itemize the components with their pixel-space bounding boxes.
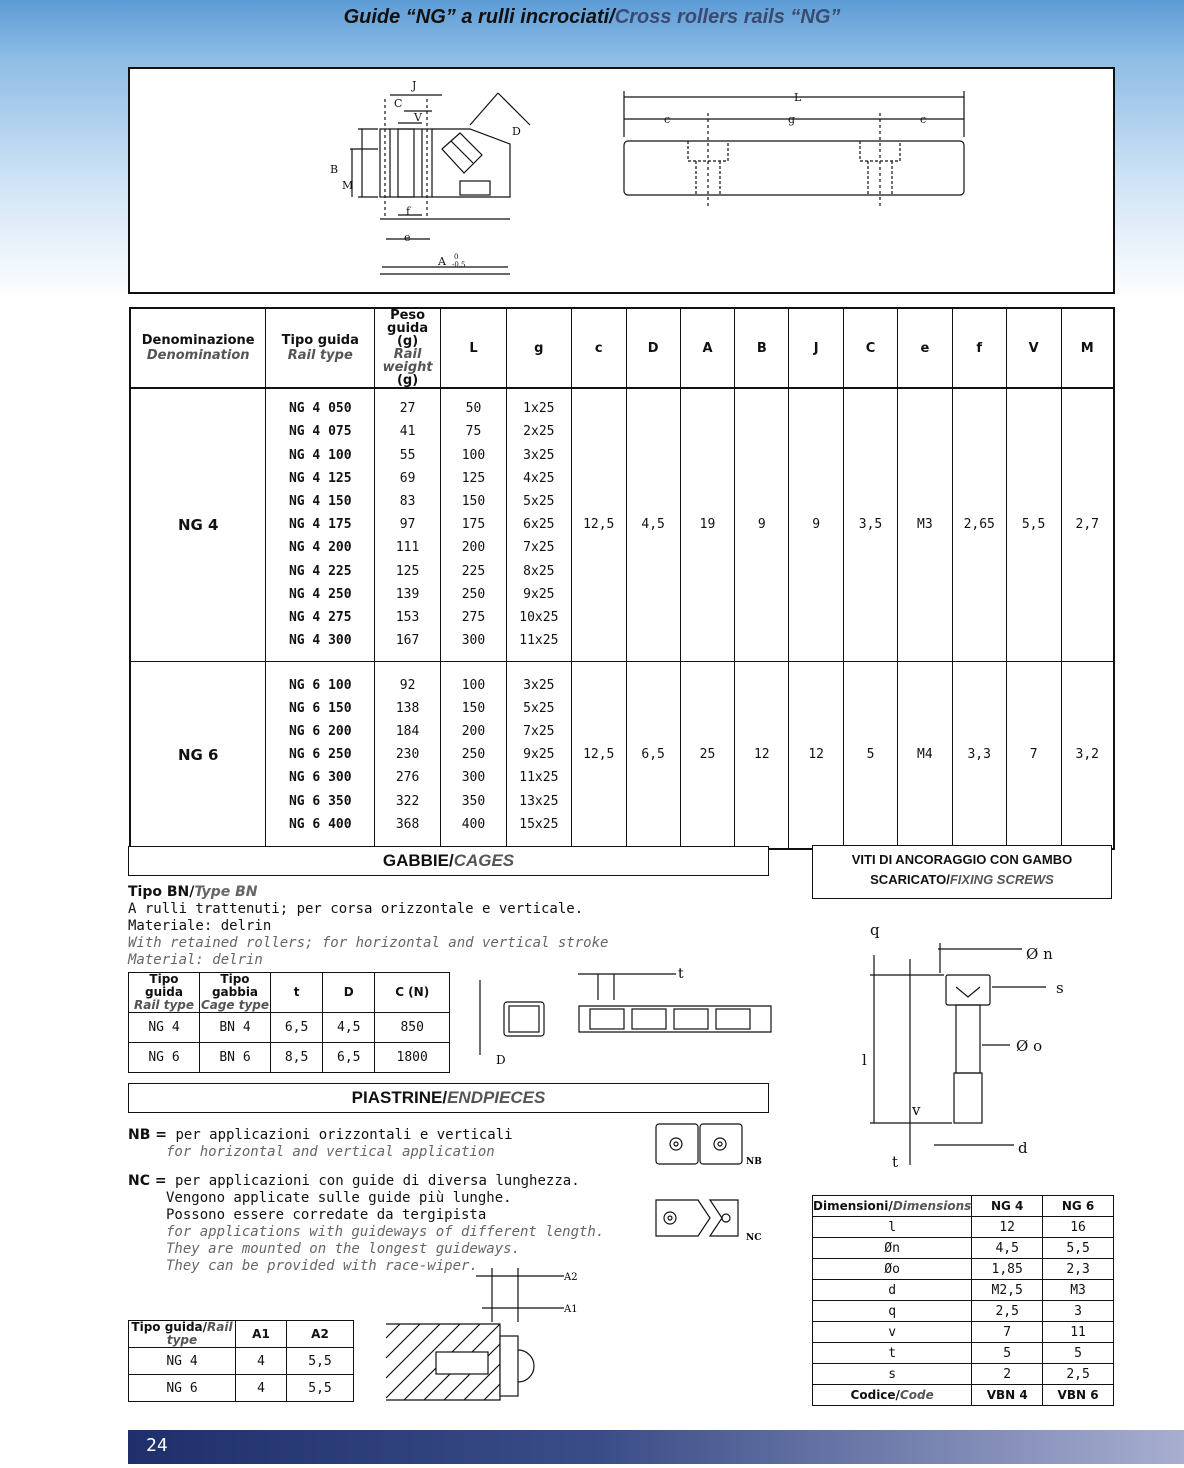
code-ng4: VBN 4 bbox=[972, 1385, 1043, 1406]
list-item: 92 bbox=[399, 677, 416, 693]
header-weight-en: Rail weight bbox=[382, 347, 433, 375]
list-item: 200 bbox=[461, 723, 486, 739]
list-item: 175 bbox=[461, 517, 486, 533]
cell: q bbox=[813, 1301, 972, 1322]
cell: d bbox=[813, 1280, 972, 1301]
val-e: M4 bbox=[897, 661, 952, 849]
list-item: NG 6 150 bbox=[288, 700, 352, 716]
list-item: 4x25 bbox=[523, 470, 555, 486]
screws-table bbox=[812, 1195, 1114, 1406]
list-item: NG 4 075 bbox=[288, 424, 352, 440]
list-item: 50 bbox=[465, 401, 482, 417]
screws-section-bar bbox=[812, 845, 1112, 899]
screws-h-dim bbox=[813, 1196, 972, 1217]
header-v: V bbox=[1006, 308, 1061, 388]
col-types bbox=[266, 661, 375, 849]
list-item: 9x25 bbox=[523, 586, 555, 602]
cages-h-cage-en: Cage type bbox=[200, 998, 270, 1012]
cell: 4,5 bbox=[972, 1238, 1043, 1259]
ep-h-rail-en: Rail type bbox=[166, 1320, 233, 1347]
list-item: NG 6 300 bbox=[288, 770, 352, 786]
endpieces-bar-en: ENDPIECES bbox=[447, 1088, 546, 1107]
table-row bbox=[129, 1348, 354, 1375]
col-weights bbox=[375, 661, 441, 849]
header-type-en: Rail type bbox=[287, 348, 353, 363]
header-weight-en-unit: (g) bbox=[396, 373, 419, 388]
table-row bbox=[813, 1259, 1114, 1280]
endpieces-nc-text bbox=[128, 1173, 648, 1275]
list-item: NG 6 350 bbox=[288, 793, 352, 809]
label-e: e bbox=[404, 231, 411, 244]
cell: t bbox=[813, 1343, 972, 1364]
nc-en1: for applications with guideways of different length. bbox=[166, 1224, 605, 1240]
list-item: 41 bbox=[399, 424, 416, 440]
code-row bbox=[813, 1385, 1114, 1406]
label-a-tol-upper: 0 bbox=[454, 253, 459, 261]
list-item: 3x25 bbox=[523, 447, 555, 463]
fig-label-q: q bbox=[870, 921, 880, 939]
cages-line1: A rulli trattenuti; per corsa orizzontale e verticale. bbox=[128, 901, 584, 917]
cell: 16 bbox=[1043, 1217, 1114, 1238]
label-v: V bbox=[414, 111, 422, 124]
header-type-it: Tipo guida bbox=[281, 333, 359, 348]
screw-drawing bbox=[850, 915, 1090, 1175]
label-a1: A1 bbox=[564, 1304, 578, 1315]
fig-label-o: Ø o bbox=[1016, 1037, 1043, 1055]
list-item: 230 bbox=[395, 747, 420, 763]
table-row bbox=[129, 1043, 450, 1073]
title-italian: Guide “NG” a rulli incrociati/ bbox=[343, 6, 615, 28]
header-c-lower: c bbox=[571, 308, 626, 388]
table-row bbox=[813, 1301, 1114, 1322]
list-item: 13x25 bbox=[519, 793, 559, 809]
rail-cross-section-drawing bbox=[130, 69, 1113, 292]
group-row-ng4 bbox=[130, 388, 1114, 661]
cell: NG 6 bbox=[129, 1375, 236, 1402]
cages-h-d: D bbox=[323, 973, 375, 1013]
cell: 2 bbox=[972, 1364, 1043, 1385]
cages-h-t: t bbox=[271, 973, 323, 1013]
label-c: C bbox=[394, 97, 403, 110]
page-number: 24 bbox=[146, 1435, 168, 1456]
cell: v bbox=[813, 1322, 972, 1343]
table-row bbox=[813, 1343, 1114, 1364]
val-v: 7 bbox=[1006, 661, 1061, 849]
table-row bbox=[129, 1375, 354, 1402]
cell: NG 4 bbox=[129, 1013, 200, 1043]
header-weight-unit: (g) bbox=[396, 334, 419, 349]
list-item: 9x25 bbox=[523, 747, 555, 763]
list-item: 184 bbox=[395, 723, 420, 739]
cage-type-it: Tipo BN/ bbox=[128, 884, 195, 900]
cages-h-cage-it: Tipo gabbia bbox=[211, 972, 259, 999]
cell: 2,5 bbox=[1043, 1364, 1114, 1385]
table-row bbox=[813, 1364, 1114, 1385]
page-footer bbox=[128, 1430, 1184, 1464]
list-item: 97 bbox=[399, 517, 416, 533]
val-m: 3,2 bbox=[1061, 661, 1114, 849]
val-c-lower: 12,5 bbox=[571, 388, 626, 661]
cell: 7 bbox=[972, 1322, 1043, 1343]
list-item: 139 bbox=[395, 586, 420, 602]
code-it: Codice/ bbox=[850, 1387, 900, 1402]
fig-label-d: D bbox=[496, 1053, 506, 1067]
l-list bbox=[441, 668, 506, 842]
header-m: M bbox=[1061, 308, 1114, 388]
table-row bbox=[813, 1238, 1114, 1259]
val-d: 4,5 bbox=[626, 388, 680, 661]
nc-it2: Vengono applicate sulle guide più lunghe. bbox=[166, 1190, 512, 1206]
val-b: 12 bbox=[735, 661, 789, 849]
header-denomination bbox=[130, 308, 266, 388]
list-item: 138 bbox=[395, 700, 420, 716]
label-c-right: c bbox=[920, 113, 927, 126]
val-c-upper: 5 bbox=[844, 661, 898, 849]
screws-bar-en: FIXING SCREWS bbox=[949, 872, 1054, 887]
val-c-upper: 3,5 bbox=[844, 388, 898, 661]
list-item: 150 bbox=[461, 700, 486, 716]
col-l bbox=[441, 661, 507, 849]
screws-bar-line1: VITI DI ANCORAGGIO CON GAMBO bbox=[851, 852, 1073, 867]
col-g bbox=[506, 388, 571, 661]
nb-tag: NB bbox=[746, 1157, 762, 1167]
list-item: 100 bbox=[461, 447, 486, 463]
weights-list bbox=[375, 391, 440, 658]
l-list bbox=[441, 391, 506, 658]
list-item: 275 bbox=[461, 609, 486, 625]
list-item: NG 4 275 bbox=[288, 609, 352, 625]
val-b: 9 bbox=[735, 388, 789, 661]
label-d: D bbox=[512, 125, 521, 138]
cell: Øo bbox=[813, 1259, 972, 1280]
val-a: 19 bbox=[680, 388, 735, 661]
list-item: 69 bbox=[399, 470, 416, 486]
title-english: Cross rollers rails “NG” bbox=[614, 6, 841, 28]
cell: NG 4 bbox=[129, 1348, 236, 1375]
cages-h-rail-it: Tipo guida bbox=[145, 972, 183, 999]
list-item: 27 bbox=[399, 401, 416, 417]
cell: 5,5 bbox=[287, 1348, 354, 1375]
cages-h-rail bbox=[129, 973, 200, 1013]
nc-en3: They can be provided with race-wiper. bbox=[166, 1258, 478, 1274]
label-b: B bbox=[330, 163, 339, 176]
header-j: J bbox=[789, 308, 844, 388]
cell: M2,5 bbox=[972, 1280, 1043, 1301]
cell: 1800 bbox=[375, 1043, 450, 1073]
endpieces-section-bar bbox=[128, 1083, 769, 1113]
fig-label-t: t bbox=[892, 1153, 899, 1171]
cell: 6,5 bbox=[271, 1013, 323, 1043]
val-a: 25 bbox=[680, 661, 735, 849]
cage-type-en: Type BN bbox=[194, 884, 258, 900]
cell: 5,5 bbox=[1043, 1238, 1114, 1259]
col-weights bbox=[375, 388, 441, 661]
header-denom-en: Denomination bbox=[146, 348, 250, 363]
list-item: 350 bbox=[461, 793, 486, 809]
header-c-upper: C bbox=[844, 308, 898, 388]
screws-bar-it: SCARICATO/ bbox=[870, 872, 950, 887]
header-l: L bbox=[441, 308, 507, 388]
list-item: 225 bbox=[461, 563, 486, 579]
cell: 5 bbox=[972, 1343, 1043, 1364]
list-item: 15x25 bbox=[519, 816, 559, 832]
table-row bbox=[813, 1217, 1114, 1238]
list-item: 400 bbox=[461, 816, 486, 832]
header-d: D bbox=[626, 308, 680, 388]
list-item: NG 6 200 bbox=[288, 723, 352, 739]
list-item: NG 4 150 bbox=[288, 493, 352, 509]
fig-label-t: t bbox=[678, 966, 684, 982]
col-l bbox=[441, 388, 507, 661]
col-types bbox=[266, 388, 375, 661]
list-item: 8x25 bbox=[523, 563, 555, 579]
header-e: e bbox=[897, 308, 952, 388]
rails-dimension-table bbox=[129, 307, 1115, 850]
list-item: NG 4 250 bbox=[288, 586, 352, 602]
table-row bbox=[813, 1322, 1114, 1343]
cell: s bbox=[813, 1364, 972, 1385]
page-title bbox=[0, 6, 1184, 29]
cages-bar-en: CAGES bbox=[453, 851, 515, 870]
nc-it3: Possono essere corredate da tergipista bbox=[166, 1207, 487, 1223]
val-e: M3 bbox=[897, 388, 952, 661]
list-item: 368 bbox=[395, 816, 420, 832]
cages-h-cage bbox=[200, 973, 271, 1013]
label-m: M bbox=[342, 179, 354, 192]
list-item: 100 bbox=[461, 677, 486, 693]
ep-h-a2: A2 bbox=[287, 1321, 354, 1348]
cell: BN 4 bbox=[200, 1013, 271, 1043]
list-item: 83 bbox=[399, 493, 416, 509]
technical-drawing bbox=[128, 67, 1115, 294]
list-item: 75 bbox=[465, 424, 482, 440]
cell: 850 bbox=[375, 1013, 450, 1043]
nc-en2: They are mounted on the longest guideways. bbox=[166, 1241, 521, 1257]
fig-label-d: d bbox=[1018, 1139, 1028, 1157]
header-weight bbox=[375, 308, 441, 388]
label-f: f bbox=[406, 205, 411, 218]
list-item: 11x25 bbox=[519, 633, 559, 649]
endpieces-table bbox=[128, 1320, 354, 1402]
nb-en: for horizontal and vertical application bbox=[166, 1144, 495, 1160]
val-f: 2,65 bbox=[952, 388, 1006, 661]
col-g bbox=[506, 661, 571, 849]
val-f: 3,3 bbox=[952, 661, 1006, 849]
cell: 12 bbox=[972, 1217, 1043, 1238]
cell: 1,85 bbox=[972, 1259, 1043, 1280]
weights-list bbox=[375, 668, 440, 842]
nb-it: per applicazioni orizzontali e verticali bbox=[175, 1127, 513, 1143]
cages-line4: Material: delrin bbox=[128, 952, 263, 968]
list-item: NG 4 125 bbox=[288, 470, 352, 486]
ep-h-a1: A1 bbox=[236, 1321, 287, 1348]
header-weight-it: Peso guida bbox=[387, 308, 429, 336]
label-g: g bbox=[788, 113, 796, 126]
endpieces-drawing bbox=[640, 1116, 770, 1246]
nb-key: NB = bbox=[128, 1127, 167, 1143]
list-item: NG 4 300 bbox=[288, 633, 352, 649]
label-a2: A2 bbox=[564, 1272, 578, 1283]
group-name: NG 6 bbox=[130, 661, 266, 849]
list-item: 250 bbox=[461, 747, 486, 763]
cell: 3 bbox=[1043, 1301, 1114, 1322]
cages-line2: Materiale: delrin bbox=[128, 918, 272, 934]
fig-label-s: s bbox=[1056, 979, 1064, 997]
ep-h-rail bbox=[129, 1321, 236, 1348]
screws-h-ng4: NG 4 bbox=[972, 1196, 1043, 1217]
cell: M3 bbox=[1043, 1280, 1114, 1301]
fig-label-l: l bbox=[862, 1051, 867, 1069]
list-item: 6x25 bbox=[523, 517, 555, 533]
list-item: 125 bbox=[395, 563, 420, 579]
group-name: NG 4 bbox=[177, 515, 219, 534]
list-item: 2x25 bbox=[523, 424, 555, 440]
fig-label-v: v bbox=[912, 1101, 921, 1119]
list-item: 153 bbox=[395, 609, 420, 625]
g-list bbox=[507, 391, 571, 658]
list-item: 11x25 bbox=[519, 770, 559, 786]
ep-h-rail-it: Tipo guida/ bbox=[131, 1320, 208, 1334]
group-row-ng6 bbox=[130, 661, 1114, 849]
cell: 5 bbox=[1043, 1343, 1114, 1364]
screws-h-ng6: NG 6 bbox=[1043, 1196, 1114, 1217]
list-item: NG 6 250 bbox=[288, 747, 352, 763]
list-item: 5x25 bbox=[523, 700, 555, 716]
header-b: B bbox=[735, 308, 789, 388]
list-item: NG 4 200 bbox=[288, 540, 352, 556]
list-item: 322 bbox=[395, 793, 420, 809]
cell: l bbox=[813, 1217, 972, 1238]
list-item: 300 bbox=[461, 633, 486, 649]
cell: 2,5 bbox=[972, 1301, 1043, 1322]
code-en: Code bbox=[899, 1387, 934, 1402]
val-v: 5,5 bbox=[1006, 388, 1061, 661]
cell: NG 6 bbox=[129, 1043, 200, 1073]
table-row bbox=[129, 1013, 450, 1043]
header-f: f bbox=[952, 308, 1006, 388]
endpieces-bar-it: PIASTRINE/ bbox=[351, 1088, 448, 1107]
screws-h-dim-it: Dimensioni/ bbox=[813, 1198, 893, 1213]
val-m: 2,7 bbox=[1061, 388, 1114, 661]
list-item: 250 bbox=[461, 586, 486, 602]
endpiece-mount-drawing bbox=[380, 1262, 580, 1412]
nc-key: NC = bbox=[128, 1173, 167, 1189]
table-header-row bbox=[130, 308, 1114, 388]
cell: 4 bbox=[236, 1375, 287, 1402]
types-list bbox=[266, 391, 374, 658]
cell: 4 bbox=[236, 1348, 287, 1375]
label-j: J bbox=[412, 79, 417, 92]
cell: BN 6 bbox=[200, 1043, 271, 1073]
endpieces-nb-text bbox=[128, 1127, 648, 1161]
list-item: 300 bbox=[461, 770, 486, 786]
label-c-left: c bbox=[664, 113, 671, 126]
cages-table bbox=[128, 972, 450, 1073]
list-item: NG 4 175 bbox=[288, 517, 352, 533]
list-item: 3x25 bbox=[523, 677, 555, 693]
cell: 4,5 bbox=[323, 1013, 375, 1043]
code-ng6: VBN 6 bbox=[1043, 1385, 1114, 1406]
types-list bbox=[266, 668, 374, 842]
cage-drawing bbox=[466, 960, 776, 1070]
screws-h-dim-en: Dimensions bbox=[892, 1198, 972, 1213]
list-item: 7x25 bbox=[523, 723, 555, 739]
nc-tag: NC bbox=[746, 1233, 762, 1243]
list-item: 200 bbox=[461, 540, 486, 556]
header-g: g bbox=[506, 308, 571, 388]
cell: 6,5 bbox=[323, 1043, 375, 1073]
list-item: NG 6 400 bbox=[288, 816, 352, 832]
label-a: A bbox=[438, 255, 446, 268]
header-a: A bbox=[680, 308, 735, 388]
cages-line3: With retained rollers; for horizontal and vertical stroke bbox=[128, 935, 609, 951]
list-item: 7x25 bbox=[523, 540, 555, 556]
list-item: 150 bbox=[461, 493, 486, 509]
cell: 11 bbox=[1043, 1322, 1114, 1343]
cages-h-c: C (N) bbox=[375, 973, 450, 1013]
list-item: 111 bbox=[395, 540, 420, 556]
g-list bbox=[507, 668, 571, 842]
list-item: NG 4 100 bbox=[288, 447, 352, 463]
cages-h-rail-en: Rail type bbox=[133, 998, 195, 1012]
label-a-tol-lower: -0,5 bbox=[452, 261, 466, 269]
list-item: NG 6 100 bbox=[288, 677, 352, 693]
cell: Øn bbox=[813, 1238, 972, 1259]
cell: 2,3 bbox=[1043, 1259, 1114, 1280]
val-c-lower: 12,5 bbox=[571, 661, 626, 849]
list-item: 276 bbox=[395, 770, 420, 786]
label-l: L bbox=[794, 91, 802, 104]
header-rail-type bbox=[266, 308, 375, 388]
list-item: 5x25 bbox=[523, 493, 555, 509]
list-item: NG 4 050 bbox=[288, 401, 352, 417]
list-item: 55 bbox=[399, 447, 416, 463]
fig-label-n: Ø n bbox=[1026, 945, 1053, 963]
nc-it1: per applicazioni con guide di diversa lunghezza. bbox=[175, 1173, 580, 1189]
list-item: 167 bbox=[395, 633, 420, 649]
code-label bbox=[813, 1385, 972, 1406]
table-row bbox=[813, 1280, 1114, 1301]
val-j: 9 bbox=[789, 388, 844, 661]
cell: 8,5 bbox=[271, 1043, 323, 1073]
list-item: 10x25 bbox=[519, 609, 559, 625]
cell: 5,5 bbox=[287, 1375, 354, 1402]
list-item: 125 bbox=[461, 470, 486, 486]
val-j: 12 bbox=[789, 661, 844, 849]
header-denom-it: Denominazione bbox=[141, 333, 255, 348]
list-item: NG 4 225 bbox=[288, 563, 352, 579]
val-d: 6,5 bbox=[626, 661, 680, 849]
cages-description bbox=[128, 884, 768, 969]
cages-bar-it: GABBIE/ bbox=[382, 851, 454, 870]
cages-section-bar bbox=[128, 846, 769, 876]
list-item: 1x25 bbox=[523, 401, 555, 417]
